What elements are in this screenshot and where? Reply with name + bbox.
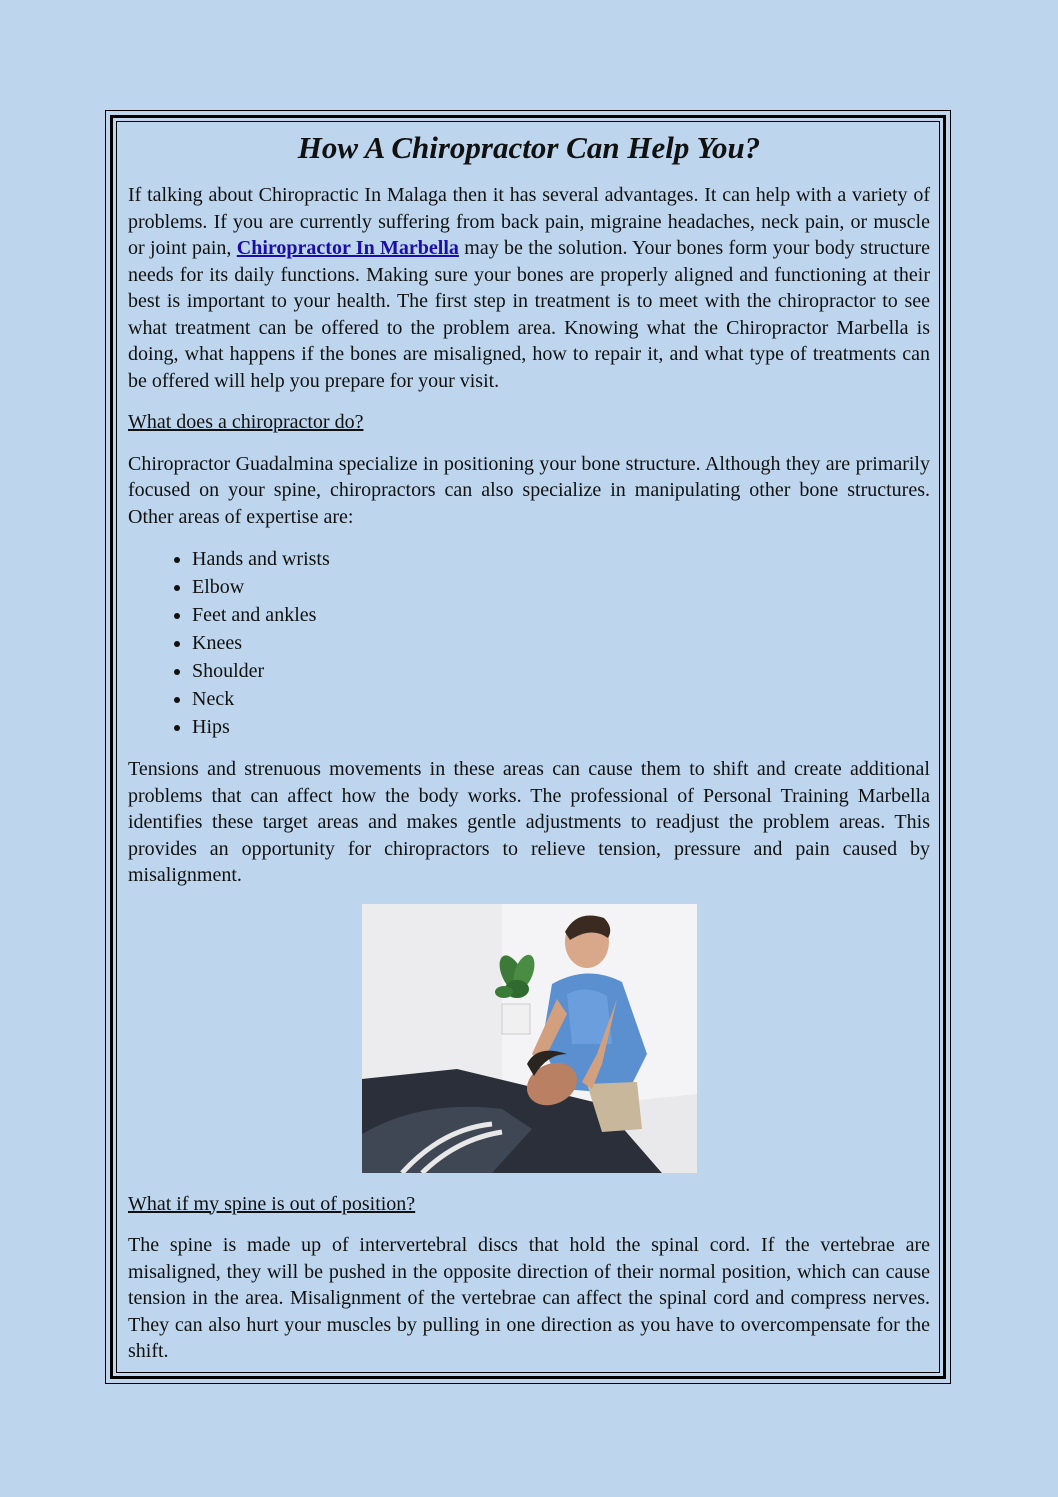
document-content: [128, 124, 930, 1380]
section1-paragraph-2: Tensions and strenuous movements in these areas can cause them to shift and create additional problems that can affect how the body works. The professional of Personal Training Marbella identifies these target areas and makes gentle adjustments to readjust the problem areas. This provides an opportunity for chiropractors to relieve tension, pressure and pain caused by misalignment.: [128, 758, 930, 886]
chiropractor-photo: [362, 904, 697, 1173]
section1-paragraph: Chiropractor Guadalmina specialize in positioning your bone structure. Although they are primarily focused on your spine, chiropractors can also specialize in manipulating other bone structures. Other areas of expertise are:: [128, 452, 930, 528]
section2-heading: What if my spine is out of position?: [128, 1192, 416, 1215]
list-item: • Shoulder: [192, 657, 930, 685]
list-item: • Knees: [192, 629, 930, 657]
list-item: • Elbow: [192, 573, 930, 601]
chiropractor-marbella-link[interactable]: Chiropractor In Marbella: [236, 237, 459, 259]
section1-heading: What does a chiropractor do?: [128, 411, 364, 433]
document-title: How A Chiropractor Can Help You?: [297, 130, 761, 165]
intro-paragraph: [128, 182, 930, 394]
expertise-list: [128, 545, 930, 741]
section2-paragraph: The spine is made up of intervertebral discs that hold the spinal cord. If the vertebrae are misaligned, they will be pushed in the opposite direction of their normal position, which can cause tension in the area. Misalignment of the vertebrae can affect the spinal cord and compress nerves. They can also hurt your muscles by pulling in one direction as you have to overcompensate for the shift.: [128, 1234, 930, 1362]
list-item: • Hands and wrists: [192, 545, 930, 573]
list-item: • Hips: [192, 713, 930, 741]
intro-text-before-link: If talking about Chiropractic In Malaga then it has several advantages. It can help with a variety of problems. If you are currently suffering from back pain, migraine headaches, neck pain, or muscle or joint pain,: [128, 184, 930, 259]
intro-text-after-link: may be the solution. Your bones form your body structure needs for its daily functions. Making sure your bones are properly aligned and functioning at their best is important to your health. The first step in treatment is to meet with the chiropractor to see what treatment can be offered to the problem area. Knowing what the Chiropractor Marbella is doing, what happens if the bones are misaligned, how to repair it, and what type of treatments can be offered will help you prepare for your visit.: [128, 237, 931, 392]
list-item: • Feet and ankles: [192, 601, 930, 629]
list-item: • Neck: [192, 685, 930, 713]
